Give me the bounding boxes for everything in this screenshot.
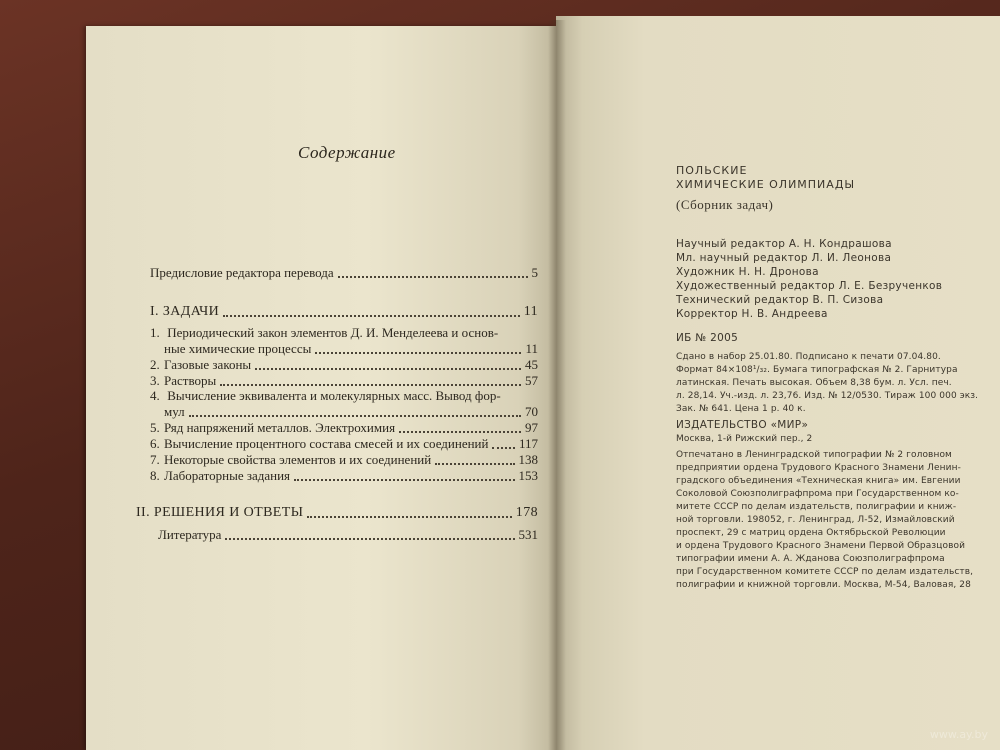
toc-entry-number: 3. [150,373,160,388]
book-title-line: ХИМИЧЕСКИЕ ОЛИМПИАДЫ [676,178,856,191]
printer-info-line: предприятии ордена Трудового Красного Знамени Ленин- [676,463,961,473]
toc-entry-label: Литература [158,527,222,542]
toc-page-number: 178 [515,505,538,520]
printer-info-line: полиграфии и книжной торговли. Москва, М-54, Валовая, 28 [676,580,971,590]
toc-entry-number: 1. [150,325,160,340]
printer-info-line: при Государственном комитете СССР по делам издательств, [676,567,974,577]
toc-page-number: 45 [525,357,538,372]
toc-entry-number: 5. [150,420,160,435]
toc-page-number: 97 [525,420,538,435]
toc-entry-number: 8. [150,468,160,483]
toc-page-number: 70 [525,404,538,419]
watermark-text: www.ay.by [929,728,988,741]
credit-line: Художественный редактор Л. Е. Безрученков [676,280,943,292]
toc-page-number: 11 [523,304,538,319]
toc-entry-label: Ряд напряжений металлов. Электрохимия [164,420,396,435]
toc-entry-label: Растворы [164,373,217,388]
credit-line: Корректор Н. В. Андреева [676,308,828,320]
printer-info-line: и ордена Трудового Красного Знамени Первой Образцовой [676,541,966,551]
toc-entry-label: Вычисление процентного состава смесей и их соединений [164,436,489,451]
printer-info-line: градского объединения «Техническая книга» им. Евгении [676,476,961,486]
printer-info-line: Соколовой Союзполиграфпрома при Государственном ко- [676,489,959,499]
print-info-line: латинская. Печать высокая. Объем 8,38 бум. л. Усл. печ. [676,378,952,388]
printer-info-line: типографии имени А. А. Жданова Союзполиграфпрома [676,554,945,564]
toc-entry-label: Вычисление эквивалента и молекулярных масс. Вывод фор- [167,388,501,403]
toc-entry-label: Некоторые свойства элементов и их соединений [164,452,432,467]
printer-info-line: ной торговли. 198052, г. Ленинград, Л-52, Измайловский [676,515,955,525]
credit-line: Технический редактор В. П. Сизова [676,294,884,306]
toc-section-label: II. РЕШЕНИЯ И ОТВЕТЫ [136,505,304,520]
toc-entry-label: Лабораторные задания [164,468,291,483]
toc-entry-label: Периодический закон элементов Д. И. Менделеева и основ- [167,325,499,340]
toc-page-number: 117 [518,436,538,451]
publisher-name: ИЗДАТЕЛЬСТВО «МИР» [676,419,809,431]
toc-entry-number: 6. [150,436,160,451]
toc-page-number: 11 [525,341,538,356]
print-info-line: л. 28,14. Уч.-изд. л. 23,76. Изд. № 12/0530. Тираж 100 000 экз. [676,391,979,401]
toc-entry-label-continued: ные химические процессы [164,341,312,356]
toc-page-number: 153 [518,468,538,483]
publisher-address: Москва, 1-й Рижский пер., 2 [676,434,813,444]
print-info-line: Формат 84×108¹/₃₂. Бумага типографская № 2. Гарнитура [676,365,958,375]
toc-entry-label: Газовые законы [164,357,252,372]
toc-page-number: 57 [525,373,538,388]
printer-info-line: митете СССР по делам издательств, полиграфии и книж- [676,502,957,512]
credit-line: Мл. научный редактор Л. И. Леонова [676,252,892,264]
toc-entry-number: 2. [150,357,160,372]
book-title-line: ПОЛЬСКИЕ [676,164,748,177]
printer-info-line: Отпечатано в Ленинградской типографии № 2 головном [676,450,952,460]
printer-info-line: проспект, 29 с матриц ордена Октябрьской Революции [676,528,946,538]
credit-line: Научный редактор А. Н. Кондрашова [676,238,892,250]
credit-line: Художник Н. Н. Дронова [676,266,819,278]
toc-page-number: 138 [518,452,538,467]
book-subtitle: (Сборник задач) [676,197,774,212]
toc-heading: Содержание [298,143,396,162]
toc-entry-number: 7. [150,452,160,467]
toc-entry-number: 4. [150,388,160,403]
toc-page-number: 5 [531,265,538,280]
toc-section-label: I. ЗАДАЧИ [150,304,220,319]
print-info-line: Сдано в набор 25.01.80. Подписано к печати 07.04.80. [676,352,941,362]
print-info-line: Зак. № 641. Цена 1 р. 40 к. [676,404,806,414]
toc-entry-label-continued: мул [164,404,185,419]
ib-number: ИБ № 2005 [676,332,739,344]
toc-entry-label: Предисловие редактора перевода [150,265,334,280]
toc-page-number: 531 [518,527,538,542]
